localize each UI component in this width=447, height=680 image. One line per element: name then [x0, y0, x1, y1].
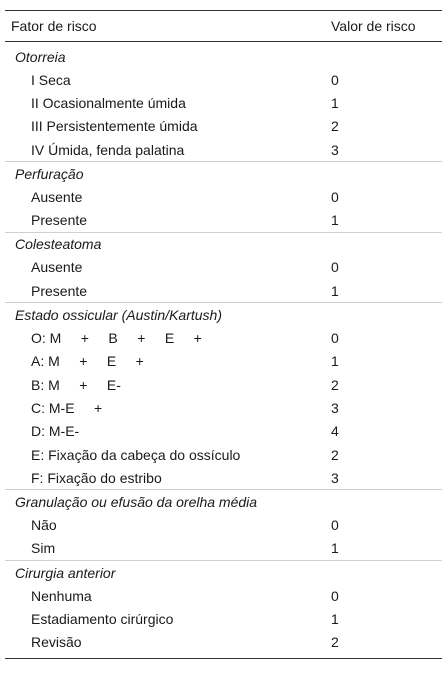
- section-title: Cirurgia anterior: [15, 564, 116, 581]
- row-label: A: M + E +: [31, 353, 144, 370]
- section-title: Colesteatoma: [15, 236, 102, 253]
- row-value: 0: [331, 188, 339, 205]
- row-value: 2: [331, 376, 339, 393]
- row-value: 1: [331, 540, 339, 557]
- table-row: [5, 68, 442, 91]
- header-risk-value: Valor de risco: [331, 18, 416, 34]
- row-value: 0: [331, 330, 339, 347]
- row-label: IV Úmida, fenda palatina: [31, 141, 185, 158]
- table-row: [5, 91, 442, 114]
- table-body: [5, 42, 442, 658]
- table-row: [5, 138, 442, 161]
- row-value: 1: [331, 282, 339, 299]
- row-value: 0: [331, 587, 339, 604]
- table-row: [5, 513, 442, 536]
- row-value: 0: [331, 517, 339, 534]
- table-row: [5, 396, 442, 419]
- row-value: 1: [331, 353, 339, 370]
- table-header: [5, 11, 442, 42]
- row-label: Presente: [31, 212, 88, 229]
- row-label: C: M-E +: [31, 399, 103, 416]
- row-label: Revisão: [31, 634, 82, 651]
- row-label: I Seca: [31, 71, 71, 88]
- row-label: Ausente: [31, 259, 83, 276]
- risk-table: [5, 10, 442, 659]
- row-value: 2: [331, 118, 339, 135]
- row-label: B: M + E-: [31, 376, 121, 393]
- section-title: Otorreia: [15, 48, 66, 65]
- row-value: 3: [331, 469, 339, 486]
- row-value: 2: [331, 446, 339, 463]
- row-label: II Ocasionalmente úmida: [31, 94, 186, 111]
- table-row: [5, 537, 442, 560]
- section-title: Granulação ou efusão da orelha média: [15, 493, 258, 510]
- row-label: Não: [31, 517, 57, 534]
- row-value: 2: [331, 634, 339, 651]
- row-label: Sim: [31, 540, 56, 557]
- table-row: [5, 373, 442, 396]
- row-label: III Persistentemente úmida: [31, 118, 198, 135]
- row-value: 0: [331, 71, 339, 88]
- row-label: F: Fixação do estribo: [31, 469, 162, 486]
- section-title: Perfuração: [15, 165, 84, 182]
- row-value: 4: [331, 423, 339, 440]
- section-title: Estado ossicular (Austin/Kartush): [15, 306, 222, 323]
- table-row: [5, 208, 442, 231]
- row-label: Ausente: [31, 188, 83, 205]
- table-row: [5, 185, 442, 208]
- row-value: 1: [331, 212, 339, 229]
- table-row: [5, 466, 442, 489]
- table-row: [5, 631, 442, 654]
- table-row: [5, 607, 442, 630]
- row-label: Presente: [31, 282, 88, 299]
- row-value: 3: [331, 399, 339, 416]
- table-row: [5, 279, 442, 302]
- row-label: Nenhuma: [31, 587, 92, 604]
- row-value: 1: [331, 610, 339, 627]
- row-value: 0: [331, 259, 339, 276]
- row-label: D: M-E-: [31, 423, 80, 440]
- table-row: [5, 326, 442, 349]
- row-label: O: M + B + E +: [31, 330, 202, 347]
- table-row: [5, 420, 442, 443]
- table-row: [5, 115, 442, 138]
- table-row: [5, 584, 442, 607]
- row-value: 3: [331, 141, 339, 158]
- table-row: [5, 443, 442, 466]
- row-label: E: Fixação da cabeça do ossículo: [31, 446, 241, 463]
- table-row: [5, 256, 442, 279]
- row-value: 1: [331, 94, 339, 111]
- header-risk-factor: Fator de risco: [11, 18, 97, 34]
- row-label: Estadiamento cirúrgico: [31, 610, 174, 627]
- table-row: [5, 350, 442, 373]
